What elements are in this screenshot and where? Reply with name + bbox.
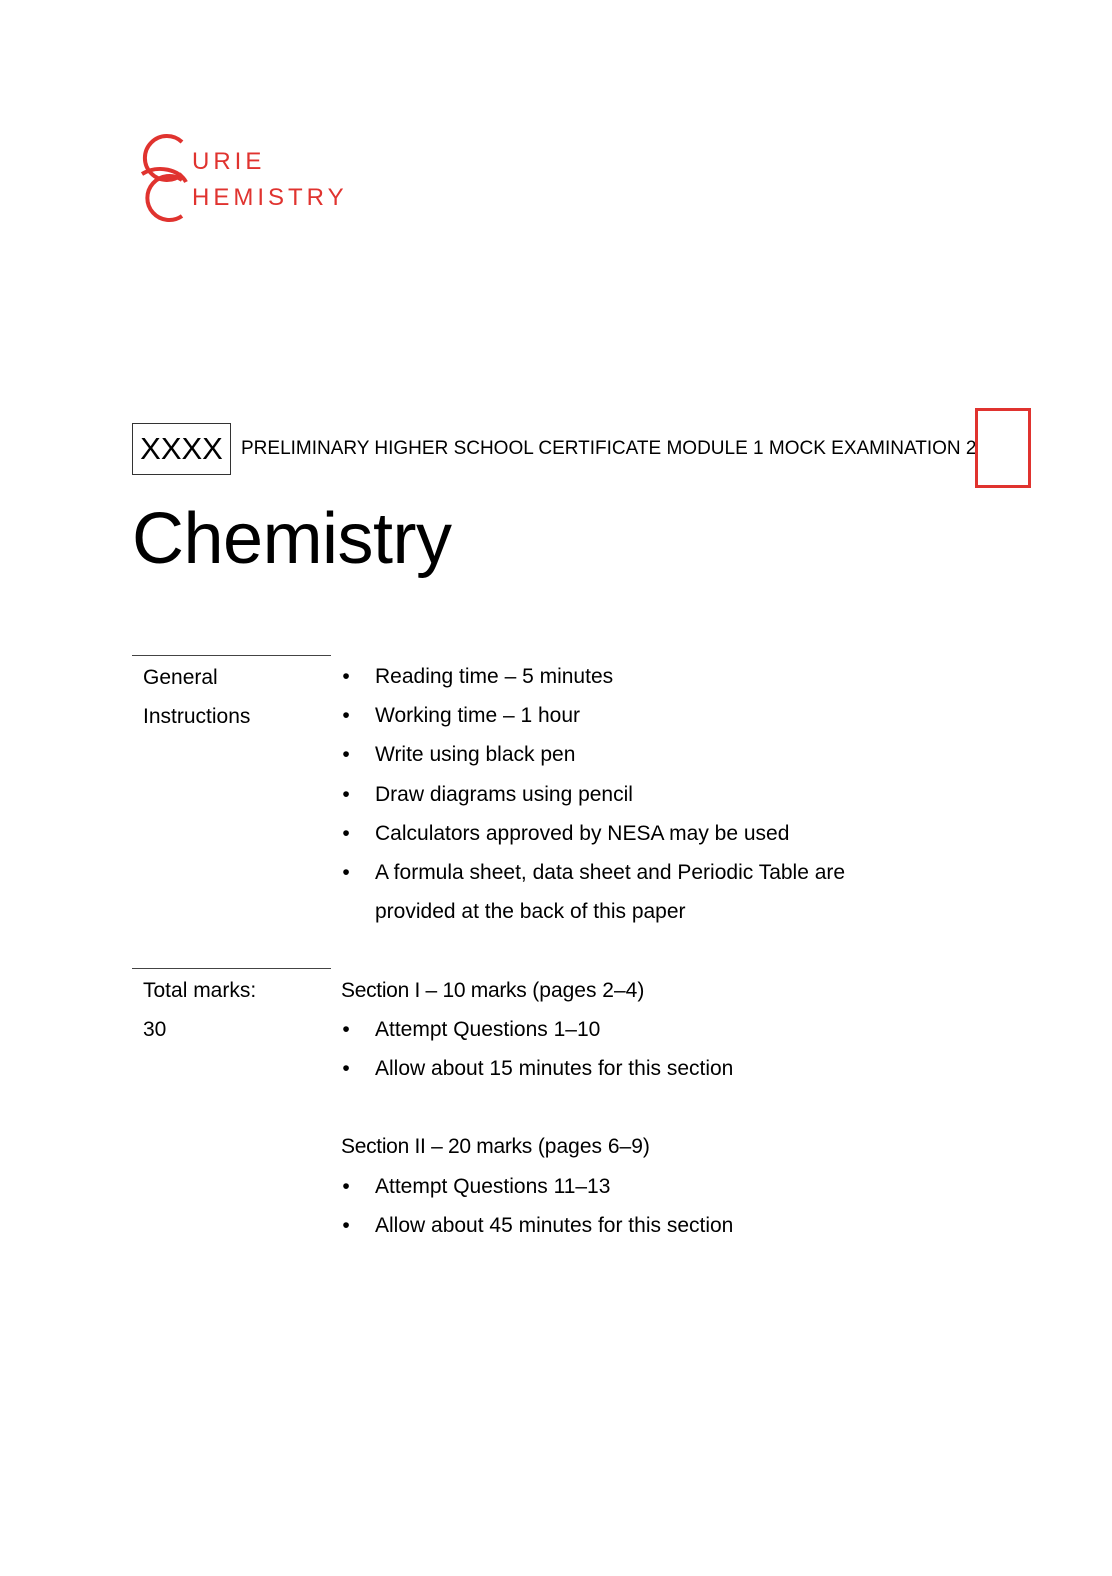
list-item: • Working time – 1 hour [341, 696, 1041, 735]
list-item: • A formula sheet, data sheet and Periodic Table are [341, 853, 1041, 892]
bullet-icon: • [342, 782, 350, 806]
section2-heading: Section II – 20 marks (pages 6–9) [341, 1135, 650, 1158]
general-instructions-label [132, 655, 331, 736]
list-item: • Reading time – 5 minutes [341, 657, 1041, 696]
bullet-icon: • [342, 1057, 350, 1081]
exam-title: PRELIMINARY HIGHER SCHOOL CERTIFICATE MODULE 1 MOCK EXAMINATION 2 [241, 438, 977, 459]
section1-heading: Section I – 10 marks (pages 2–4) [341, 979, 645, 1002]
highlight-marker [975, 408, 1031, 488]
logo-word-urie: URIE [192, 148, 266, 175]
curie-chemistry-logo [130, 130, 360, 230]
logo-word-hemistry: HEMISTRY [192, 184, 348, 211]
list-item: • Allow about 15 minutes for this section [341, 1049, 1041, 1088]
total-marks-label [132, 968, 331, 1049]
bullet-icon: • [342, 1175, 350, 1198]
list-item-continuation: provided at the back of this paper [375, 900, 686, 924]
general-label-line1: General [143, 666, 218, 689]
bullet-icon: • [342, 743, 350, 767]
list-item: • Draw diagrams using pencil [341, 775, 1041, 814]
bullet-icon: • [342, 821, 350, 845]
section2-list [341, 1167, 1041, 1245]
section1-pages: (pages 2–4) [532, 979, 645, 1002]
section2-pages: (pages 6–9) [537, 1135, 650, 1158]
bullet-icon: • [342, 861, 350, 885]
student-code-box: XXXX [132, 423, 231, 475]
general-instructions-list [341, 657, 1041, 931]
bullet-icon: • [342, 1018, 350, 1041]
list-item: • Attempt Questions 11–13 [341, 1167, 1041, 1206]
general-label-line2: Instructions [143, 705, 251, 728]
list-item: • Attempt Questions 1–10 [341, 1010, 1041, 1049]
exam-header [132, 421, 977, 477]
total-marks-value: 30 [143, 1018, 167, 1041]
bullet-icon: • [342, 1214, 350, 1238]
list-item: • Allow about 45 minutes for this section [341, 1206, 1041, 1245]
list-item: • Write using black pen [341, 735, 1041, 774]
bullet-icon: • [342, 704, 350, 728]
subject-title: Chemistry [132, 499, 452, 579]
section1-list [341, 1010, 1041, 1088]
total-label-line1: Total marks: [143, 979, 257, 1002]
list-item: • Calculators approved by NESA may be used [341, 814, 1041, 853]
bullet-icon: • [342, 665, 350, 688]
logo-cc-mark-icon [130, 130, 200, 230]
